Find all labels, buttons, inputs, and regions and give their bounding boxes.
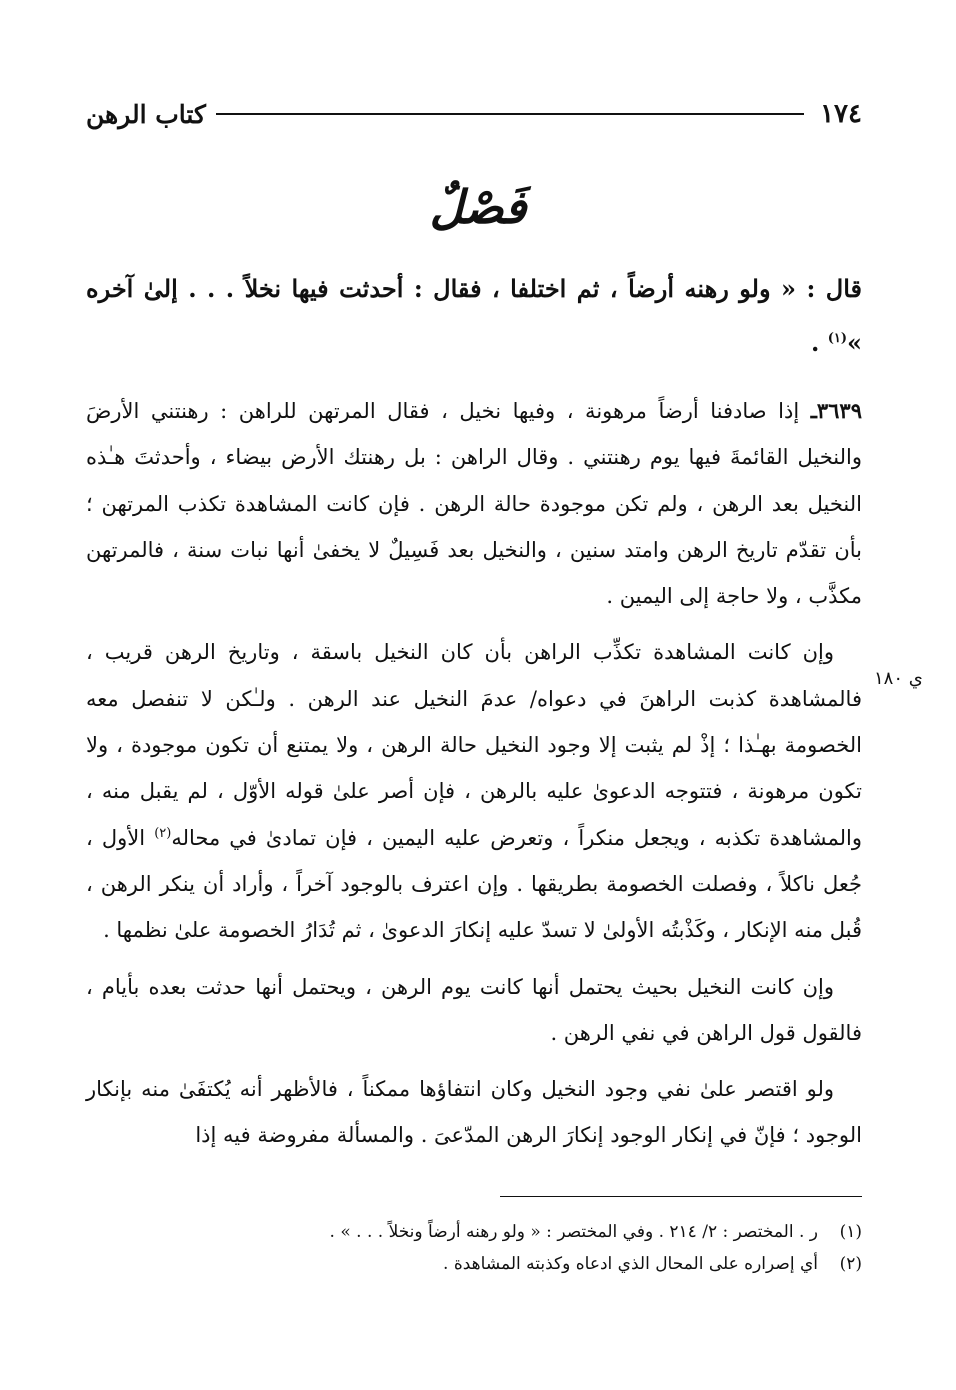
paragraph-4 [86, 1066, 862, 1159]
footnotes [86, 1216, 862, 1280]
footnote-rule [500, 1196, 862, 1197]
footnote-text: ر . المختصر : ٢/ ٢١٤ . وفي المختصر : « ولو رهنه أرضاً ونخلاً . . . » . [329, 1222, 818, 1242]
footnote-ref-1: (١) [827, 331, 847, 346]
book-title: كتاب الرهن [86, 99, 206, 129]
margin-note: ي ١٨٠ [874, 668, 923, 689]
paragraph-1 [86, 388, 862, 619]
footnote-mark: (٢) [839, 1254, 862, 1274]
main-text [86, 262, 862, 1169]
paragraph-text: إذا صادفنا أرضاً مرهونة ، وفيها نخيل ، فقال المرتهن للراهن : رهنتني الأرضَ والنخيل القائمةَ فيها يوم رهنتني . وقال الراهن : بل رهنتك الأرض بيضاء ، وأحدثتَ هـٰذه النخيل بعد الرهن ، ولم تكن موجودة حالة الرهن . فإن كانت المشاهدة تكذب المرتهن ؛ بأن تقدّم تاريخ الرهن وامتد سنين ، والنخيل بعد فَسِيلٌ لا يخفىٰ أنها نبات سنة ، فالمرتهن مكذَّب ، ولا حاجة إلى اليمين . [86, 399, 862, 609]
paragraph-2 [86, 629, 862, 953]
running-header [86, 94, 862, 134]
footnote-2 [86, 1248, 862, 1280]
section-heading: فَصْلٌ [429, 180, 527, 234]
paragraph-text-b: الأول ، جُعل ناكلاً ، وفصلت الخصومة بطريقها . وإن اعترف بالوجود آخراً ، وأراد أن ينكر الرهن ، قُبل منه الإنكار ، وكَذْبتُه الأولىٰ لا تسدّ عليه إنكارَ الدعوىٰ ، ثم تُدَارُ الخصومة علىٰ نظمها . [86, 825, 862, 943]
footnote-mark: (١) [839, 1222, 862, 1242]
footnote-text: أي إصراره على المحال الذي ادعاه وكذبته المشاهدة . [443, 1254, 818, 1274]
footnote-1 [86, 1216, 862, 1248]
quote-text: قال : « ولو رهنه أرضاً ، ثم اختلفا ، فقال : أحدثت فيها نخلاً . . . إلىٰ آخره » [86, 274, 862, 357]
footnote-ref-2: (٢) [154, 825, 172, 841]
page-number: ١٧٤ [820, 99, 862, 129]
quoted-passage [86, 262, 862, 370]
paragraph-text-a: وإن كانت المشاهدة تكذِّب الراهن بأن كان النخيل باسقة ، وتاريخ الرهن قريب ، فالمشاهدة كذبت الراهنَ في دعواه/ عدمَ النخيل عند الرهن . ولـٰكن لا تنفصل معه الخصومة بهـٰذا ؛ إذْ لم يثبت إلا وجود النخيل حالة الرهن ، ولا يمتنع أن تكون موجودة ، ولا تكون مرهونة ، فتتوجه الدعوىٰ عليه بالرهن ، فإن أصر علىٰ قوله الأوّل ، لم يقبل منه ، والمشاهدة تكذبه ، ويجعل منكراً ، وتعرض عليه اليمين ، فإن تمادىٰ في محاله [86, 640, 863, 850]
paragraph-number: ٣٦٣٩ـ [810, 398, 862, 423]
header-rule [216, 113, 804, 115]
paragraph-text: وإن كانت النخيل بحيث يحتمل أنها كانت يوم الرهن ، ويحتمل أنها حدثت بعده بأيام ، فالقول قول الراهن في نفي الرهن . [86, 974, 862, 1045]
paragraph-text: ولو اقتصر علىٰ نفي وجود النخيل وكان انتفاؤها ممكناً ، فالأظهر أنه يُكتفَىٰ منه بإنكار الوجود ؛ فإنّ في إنكار الوجود إنكارَ الرهن المدّعىَ . والمسألة مفروضة فيه إذا [86, 1077, 862, 1148]
quote-end: . [810, 328, 828, 357]
paragraph-3 [86, 964, 862, 1057]
